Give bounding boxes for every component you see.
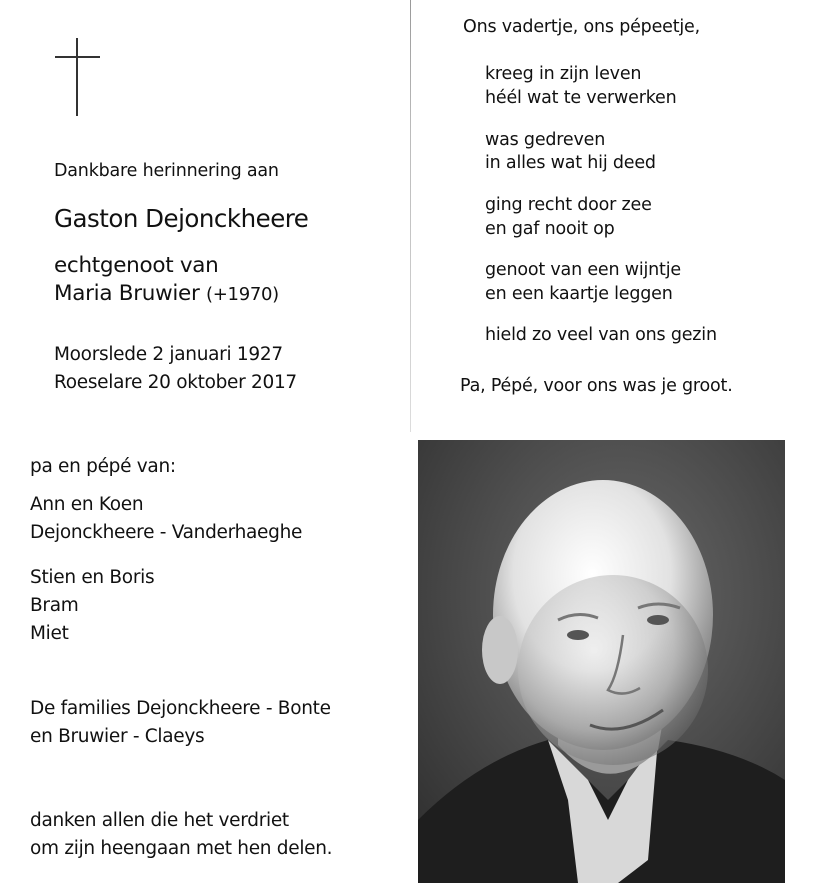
poem-line: hield zo veel van ons gezin	[485, 325, 717, 345]
poem-line: héél wat te verwerken	[485, 88, 677, 108]
poem-line: was gedreven	[485, 130, 606, 150]
poem-line: kreeg in zijn leven	[485, 64, 642, 84]
poem-closing: Pa, Pépé, voor ons was je groot.	[460, 376, 733, 396]
birth-line: Moorslede 2 januari 1927	[54, 344, 283, 365]
fold-line	[410, 0, 411, 432]
deceased-name: Gaston Dejonckheere	[54, 204, 309, 233]
family-member: Dejonckheere - Vanderhaeghe	[30, 522, 303, 543]
poem-opening: Ons vadertje, ons pépeetje,	[463, 17, 700, 37]
death-line: Roeselare 20 oktober 2017	[54, 372, 297, 393]
families-line: en Bruwier - Claeys	[30, 726, 205, 747]
poem-line: genoot van een wijntje	[485, 260, 681, 280]
family-member: Bram	[30, 595, 79, 616]
intro-text: Dankbare herinnering aan	[54, 161, 279, 181]
spouse-line	[54, 283, 279, 305]
family-heading: pa en pépé van:	[30, 456, 176, 477]
family-member: Miet	[30, 623, 69, 644]
cross-horizontal-bar	[55, 56, 100, 58]
poem-line: en een kaartje leggen	[485, 284, 673, 304]
family-member: Stien en Boris	[30, 567, 155, 588]
poem-line: en gaf nooit op	[485, 219, 615, 239]
families-line: De families Dejonckheere - Bonte	[30, 698, 331, 719]
spouse-name: Maria Bruwier	[54, 281, 200, 306]
poem-line: ging recht door zee	[485, 195, 652, 215]
family-member: Ann en Koen	[30, 494, 144, 515]
spouse-death: (+1970)	[206, 284, 279, 305]
portrait-photo	[418, 440, 785, 883]
thanks-line: om zijn heengaan met hen delen.	[30, 838, 333, 859]
spouse-prefix: echtgenoot van	[54, 253, 219, 278]
thanks-line: danken allen die het verdriet	[30, 810, 289, 831]
cross-vertical-bar	[76, 38, 78, 116]
poem-line: in alles wat hij deed	[485, 153, 656, 173]
